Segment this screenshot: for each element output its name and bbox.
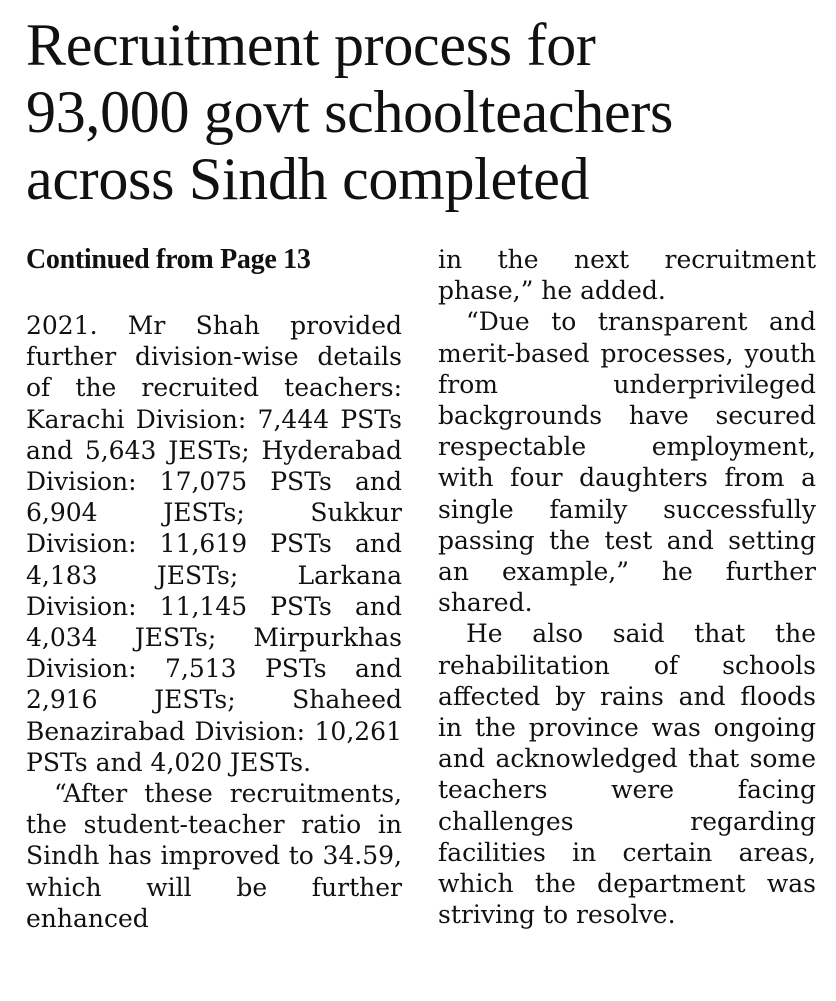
body-paragraph: in the next recruitment phase,” he added. bbox=[438, 245, 816, 306]
article-headline bbox=[26, 12, 826, 213]
continued-from-label: Continued from Page 13 bbox=[26, 244, 311, 275]
body-paragraph: “After these recruitments, the student-teacher ratio in Sindh has improved to 34.59, which will be further enhanced bbox=[26, 779, 402, 933]
headline-line-3: across Sindh completed bbox=[26, 146, 590, 212]
body-paragraph: 2021. Mr Shah provided further division-wise details of the recruited teachers: Karachi Division: 7,444 PSTs and 5,643 JESTs; Hyderabad Division: 17,075 PSTs and 6,904 JESTs; Sukkur Division: 11,619 PSTs and 4,183 JESTs; Larkana Division: 11,145 PSTs and 4,034 JESTs; Mirpurkhas Division: 7,513 PSTs and 2,916 JESTs; Shaheed Benazirabad Division: 10,261 PSTs and 4,020 JESTs. bbox=[26, 311, 402, 777]
article-column-right bbox=[438, 244, 816, 930]
body-paragraph: “Due to transparent and merit-based processes, youth from underprivileged backgrounds have secured respectable employment, with four daughters from a single family successfully passing the test and setting an example,” he further shared. bbox=[438, 307, 816, 618]
article-column-left bbox=[26, 244, 402, 934]
headline-line-2: 93,000 govt schoolteachers bbox=[26, 79, 674, 145]
body-paragraph: He also said that the rehabilitation of schools affected by rains and floods in the province was ongoing and acknowledged that some teachers were facing challenges regarding facilities in certain areas, which the department was striving to resolve. bbox=[438, 619, 816, 930]
headline-line-1: Recruitment process for bbox=[26, 12, 596, 78]
